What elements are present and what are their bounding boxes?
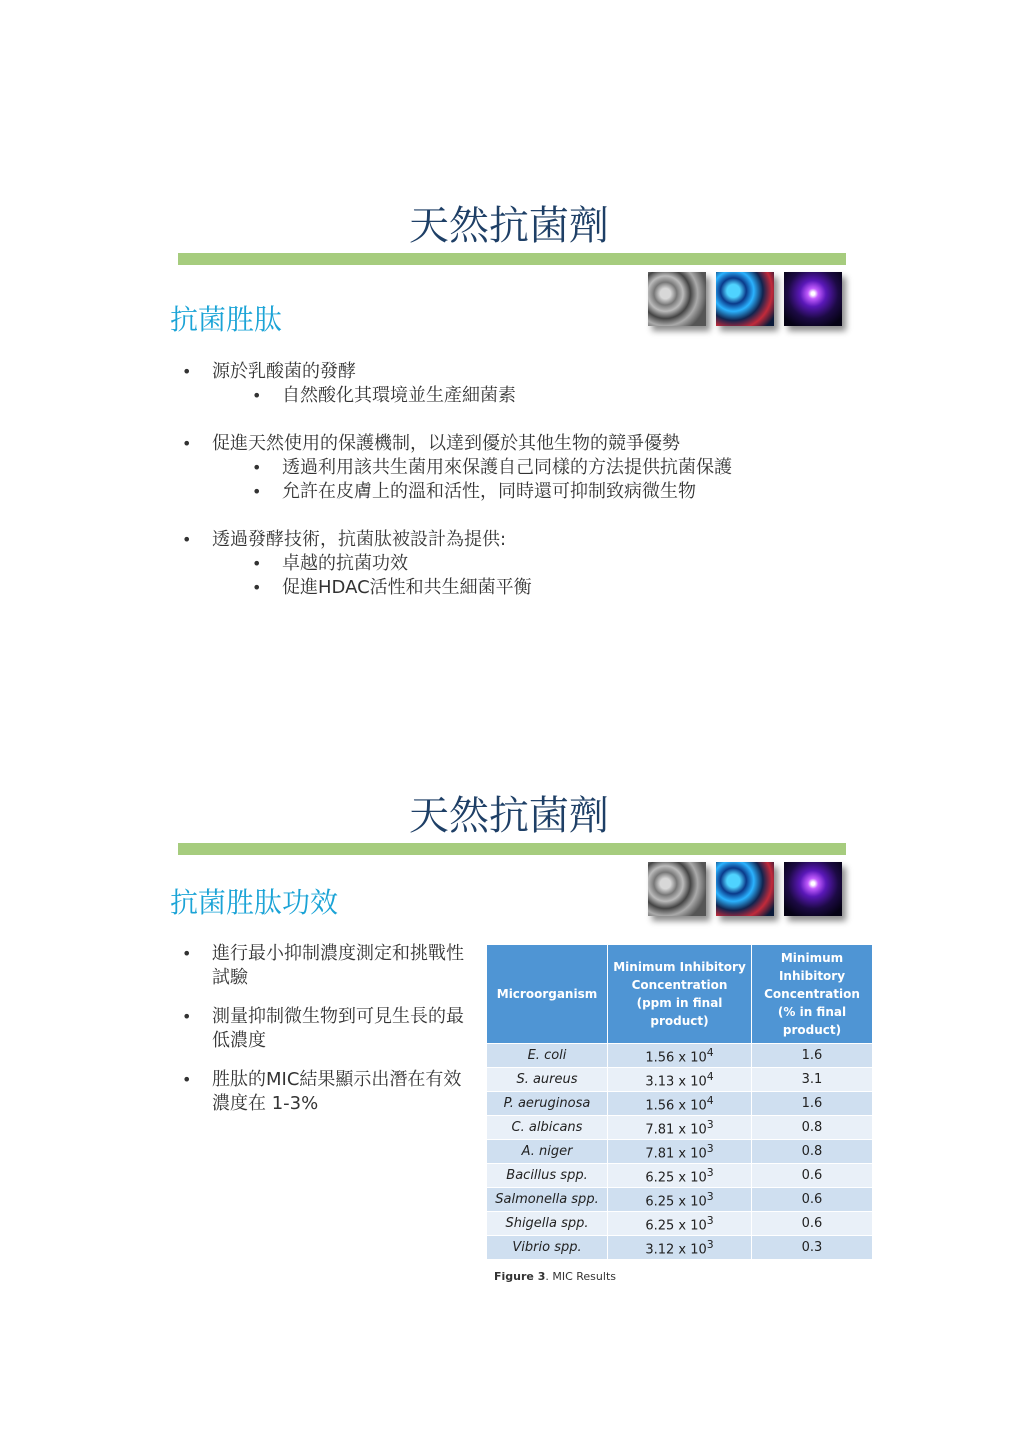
bullet-item (182, 360, 842, 408)
sub-bullet-list (212, 456, 842, 504)
table-row (487, 1212, 873, 1236)
organism-cell: P. aeruginosa (487, 1092, 608, 1116)
bullet-item: • 進行最小抑制濃度測定和挑戰性試驗 (182, 942, 474, 990)
ppm-cell: 6.25 x $10^3$ (608, 1212, 752, 1236)
organism-cell: S. aureus (487, 1068, 608, 1092)
organism-cell: C. albicans (487, 1116, 608, 1140)
image-strip (648, 272, 844, 328)
ppm-cell: 3.12 x $10^3$ (608, 1236, 752, 1260)
sub-bullet-item: • 自然酸化其環境並生產細菌素 (252, 384, 842, 408)
table-row (487, 1188, 873, 1212)
sub-bullet-list (212, 384, 842, 408)
organism-cell: E. coli (487, 1044, 608, 1068)
bullet-text: 透過發酵技術，抗菌肽被設計為提供: (212, 529, 507, 550)
table-row (487, 1140, 873, 1164)
table-row (487, 1164, 873, 1188)
bullet-item (182, 528, 842, 600)
figure-caption (494, 1270, 616, 1283)
bullet-item: • 測量抑制微生物到可見生長的最低濃度 (182, 1005, 474, 1053)
percent-cell: 0.3 (752, 1236, 873, 1260)
percent-cell: 1.6 (752, 1092, 873, 1116)
percent-cell: 0.8 (752, 1140, 873, 1164)
ppm-cell: 1.56 x $10^4$ (608, 1044, 752, 1068)
slide-title: 天然抗菌劑 (409, 203, 609, 249)
bullet-item (182, 432, 842, 504)
table-header-row (487, 945, 873, 1044)
title-divider (178, 253, 846, 265)
column-header-ppm: Minimum Inhibitory Concentration (ppm in final product) (608, 945, 752, 1044)
organism-cell: A. niger (487, 1140, 608, 1164)
table-row (487, 1116, 873, 1140)
bacteria-cells-photo (716, 862, 774, 916)
organism-cell: Salmonella spp. (487, 1188, 608, 1212)
percent-cell: 0.6 (752, 1212, 873, 1236)
ppm-cell: 7.81 x $10^3$ (608, 1116, 752, 1140)
sub-bullet-item: • 透過利用該共生菌用來保護自己同樣的方法提供抗菌保護 (252, 456, 842, 480)
ppm-cell: 6.25 x $10^3$ (608, 1188, 752, 1212)
bullet-text: 源於乳酸菌的發酵 (212, 361, 356, 382)
sub-bullet-item: • 促進HDAC活性和共生細菌平衡 (252, 576, 842, 600)
sub-bullet-list (212, 552, 842, 600)
bullet-item: • 胜肽的MIC結果顯示出潛在有效濃度在 1-3% (182, 1068, 474, 1116)
percent-cell: 3.1 (752, 1068, 873, 1092)
organism-cell: Shigella spp. (487, 1212, 608, 1236)
slide-title: 天然抗菌劑 (409, 793, 609, 839)
organism-cell: Vibrio spp. (487, 1236, 608, 1260)
section-subtitle: 抗菌胜肽功效 (170, 886, 339, 919)
slide-1 (0, 180, 1018, 640)
mic-table (486, 944, 873, 1260)
slide-2 (0, 770, 1018, 1330)
sub-bullet-item: • 允許在皮膚上的溫和活性，同時還可抑制致病微生物 (252, 480, 842, 504)
section-subtitle: 抗菌胜肽 (170, 303, 283, 336)
ppm-cell: 1.56 x $10^4$ (608, 1092, 752, 1116)
column-header-organism: Microorganism (487, 945, 608, 1044)
title-divider (178, 843, 846, 855)
microscope-photo (648, 862, 706, 916)
figure-label: Figure 3 (494, 1270, 546, 1283)
bacteria-cells-photo (716, 272, 774, 326)
bullet-text: 促進天然使用的保護機制，以達到優於其他生物的競爭優勢 (212, 433, 680, 454)
table-row (487, 1068, 873, 1092)
bullet-list (182, 360, 842, 624)
organism-cell: Bacillus spp. (487, 1164, 608, 1188)
percent-cell: 0.6 (752, 1164, 873, 1188)
percent-cell: 0.6 (752, 1188, 873, 1212)
image-strip (648, 862, 844, 918)
column-header-percent: Minimum Inhibitory Concentration (% in final product) (752, 945, 873, 1044)
microbe-glow-photo (784, 272, 842, 326)
table-row (487, 1044, 873, 1068)
ppm-cell: 7.81 x $10^3$ (608, 1140, 752, 1164)
sub-bullet-item: • 卓越的抗菌功效 (252, 552, 842, 576)
ppm-cell: 3.13 x $10^4$ (608, 1068, 752, 1092)
percent-cell: 1.6 (752, 1044, 873, 1068)
ppm-cell: 6.25 x $10^3$ (608, 1164, 752, 1188)
bullet-list (182, 942, 474, 1131)
microbe-glow-photo (784, 862, 842, 916)
figure-caption-text: . MIC Results (545, 1270, 616, 1283)
microscope-photo (648, 272, 706, 326)
percent-cell: 0.8 (752, 1116, 873, 1140)
table-row (487, 1236, 873, 1260)
table-row (487, 1092, 873, 1116)
